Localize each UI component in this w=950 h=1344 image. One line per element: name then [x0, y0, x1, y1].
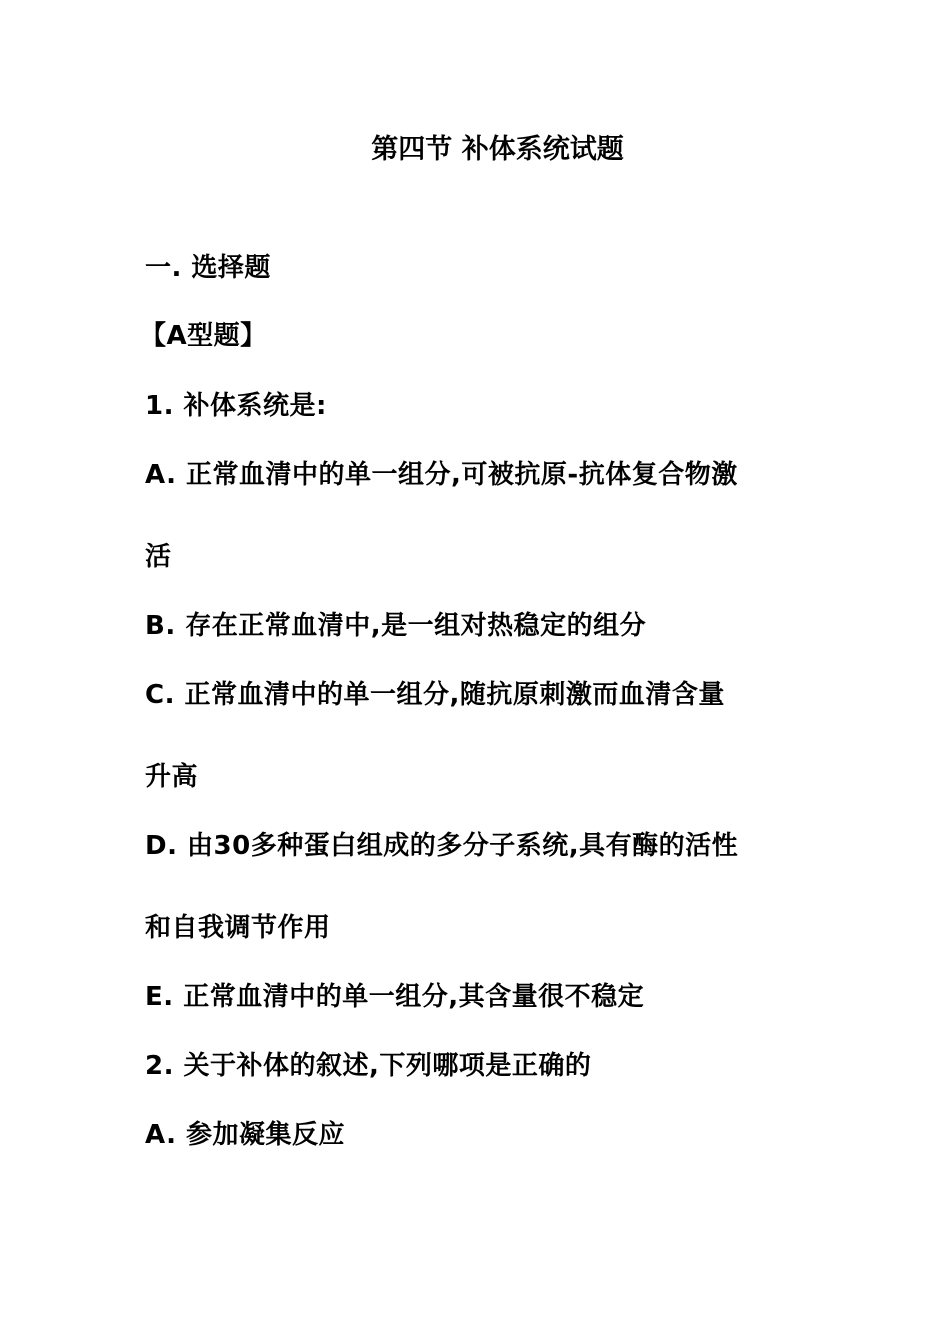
- question-1-stem: 1. 补体系统是:: [145, 391, 327, 421]
- question-2-option-a: A. 参加凝集反应: [145, 1120, 346, 1150]
- question-1-option-d-continued: 和自我调节作用: [145, 913, 331, 943]
- question-1-option-b: B. 存在正常血清中,是一组对热稳定的组分: [145, 611, 647, 641]
- question-2-stem: 2. 关于补体的叙述,下列哪项是正确的: [145, 1051, 592, 1081]
- question-1-option-a-continued: 活: [145, 542, 172, 572]
- question-type-heading: 【A型题】: [140, 321, 267, 351]
- question-1-option-e: E. 正常血清中的单一组分,其含量很不稳定: [145, 982, 645, 1012]
- question-1-option-c-continued: 升高: [145, 762, 199, 792]
- question-1-option-a: A. 正常血清中的单一组分,可被抗原-抗体复合物激: [145, 460, 738, 490]
- document-title: 第四节 补体系统试题: [371, 134, 624, 165]
- question-1-option-c: C. 正常血清中的单一组分,随抗原刺激而血清含量: [145, 680, 725, 710]
- question-1-option-d: D. 由30多种蛋白组成的多分子系统,具有酶的活性: [145, 831, 739, 861]
- section-heading: 一. 选择题: [145, 253, 271, 283]
